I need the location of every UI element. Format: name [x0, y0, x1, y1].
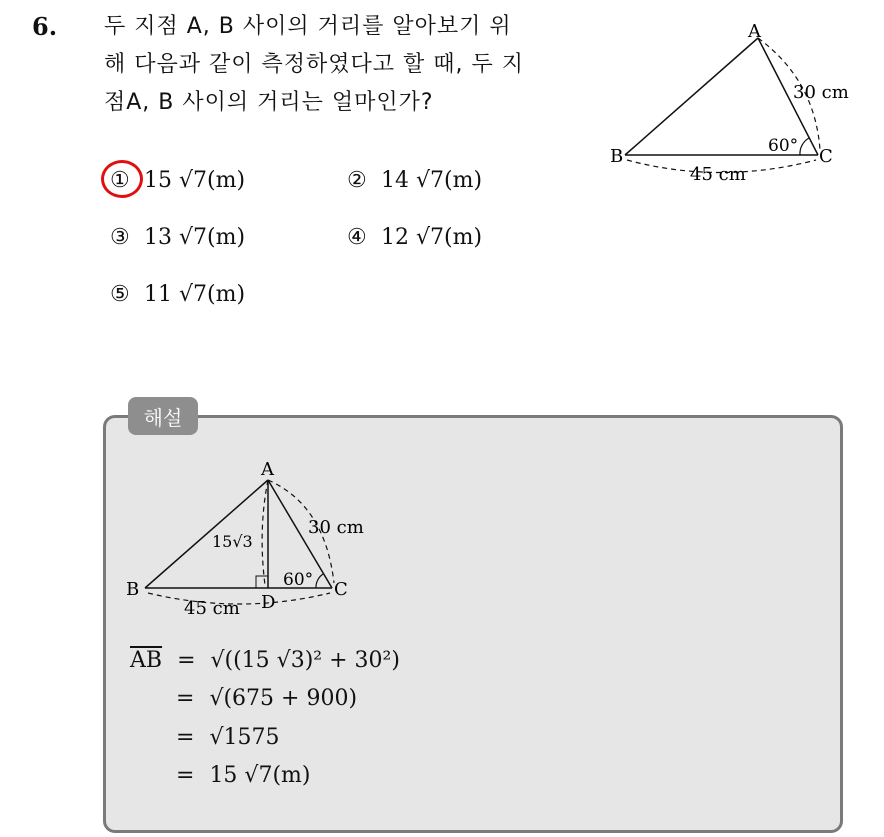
answer-circle-mark [101, 160, 143, 198]
option-5-value: 11 √7(m) [144, 282, 246, 307]
equation-1-lhs: $\overline{AB}$ [130, 648, 163, 673]
sol-label-a: A [261, 459, 274, 480]
label-b: B [610, 146, 624, 167]
option-3-value: 13 √7(m) [144, 225, 246, 250]
question-line-3: 점A, B 사이의 거리는 얼마인가? [104, 90, 434, 115]
equation-2 [176, 686, 357, 711]
equation-3-rhs: √1575 [209, 725, 280, 750]
sol-label-c: C [334, 579, 348, 600]
sol-label-b: B [126, 579, 140, 600]
sol-label-d: D [261, 592, 276, 613]
option-4-value: 12 √7(m) [381, 225, 483, 250]
question-number: 6. [32, 12, 58, 41]
option-1-mark: ① [110, 168, 130, 193]
label-c: C [819, 146, 833, 167]
option-4[interactable] [347, 225, 482, 250]
option-5[interactable] [110, 282, 245, 307]
option-1-value: 15 √7(m) [144, 168, 246, 193]
option-2-mark: ② [347, 168, 367, 193]
equation-1-rhs: √((15 √3)² + 30²) [210, 648, 400, 673]
option-2[interactable] [347, 168, 482, 193]
label-side-ac: 30 cm [793, 82, 849, 103]
option-4-mark: ④ [347, 225, 367, 250]
equation-3-op: = [176, 725, 195, 750]
option-3-mark: ③ [110, 225, 130, 250]
question-text [104, 8, 584, 122]
option-5-mark: ⑤ [110, 282, 130, 307]
angle-arc-c [800, 138, 809, 155]
right-angle-mark [256, 576, 268, 588]
equation-1-op: = [177, 648, 196, 673]
label-angle-c: 60° [768, 136, 799, 156]
sol-label-side-ac: 30 cm [308, 517, 364, 538]
sol-dashed-height [262, 480, 268, 585]
equation-2-op: = [176, 686, 195, 711]
label-side-bc: 45 cm [690, 164, 746, 185]
label-a: A [748, 21, 761, 42]
solution-triangle-figure [120, 455, 390, 625]
question-line-2: 해 다음과 같이 측정하였다고 할 때, 두 지 [104, 52, 524, 77]
sol-label-angle-c: 60° [283, 570, 314, 590]
sol-angle-arc-c [316, 574, 323, 588]
triangle-figure [600, 20, 870, 195]
equation-3 [176, 725, 279, 750]
option-2-value: 14 √7(m) [381, 168, 483, 193]
sol-label-side-bc: 45 cm [184, 598, 240, 619]
equation-4 [176, 763, 310, 788]
equation-1 [130, 648, 400, 673]
solution-tab: 해설 [128, 397, 198, 435]
sol-label-height: 15√3 [212, 532, 253, 551]
side-ab [625, 38, 758, 155]
equation-4-rhs: 15 √7(m) [209, 763, 311, 788]
equation-2-rhs: √(675 + 900) [209, 686, 358, 711]
question-line-1: 두 지점 A, B 사이의 거리를 알아보기 위 [104, 14, 512, 39]
equation-4-op: = [176, 763, 195, 788]
option-3[interactable] [110, 225, 245, 250]
